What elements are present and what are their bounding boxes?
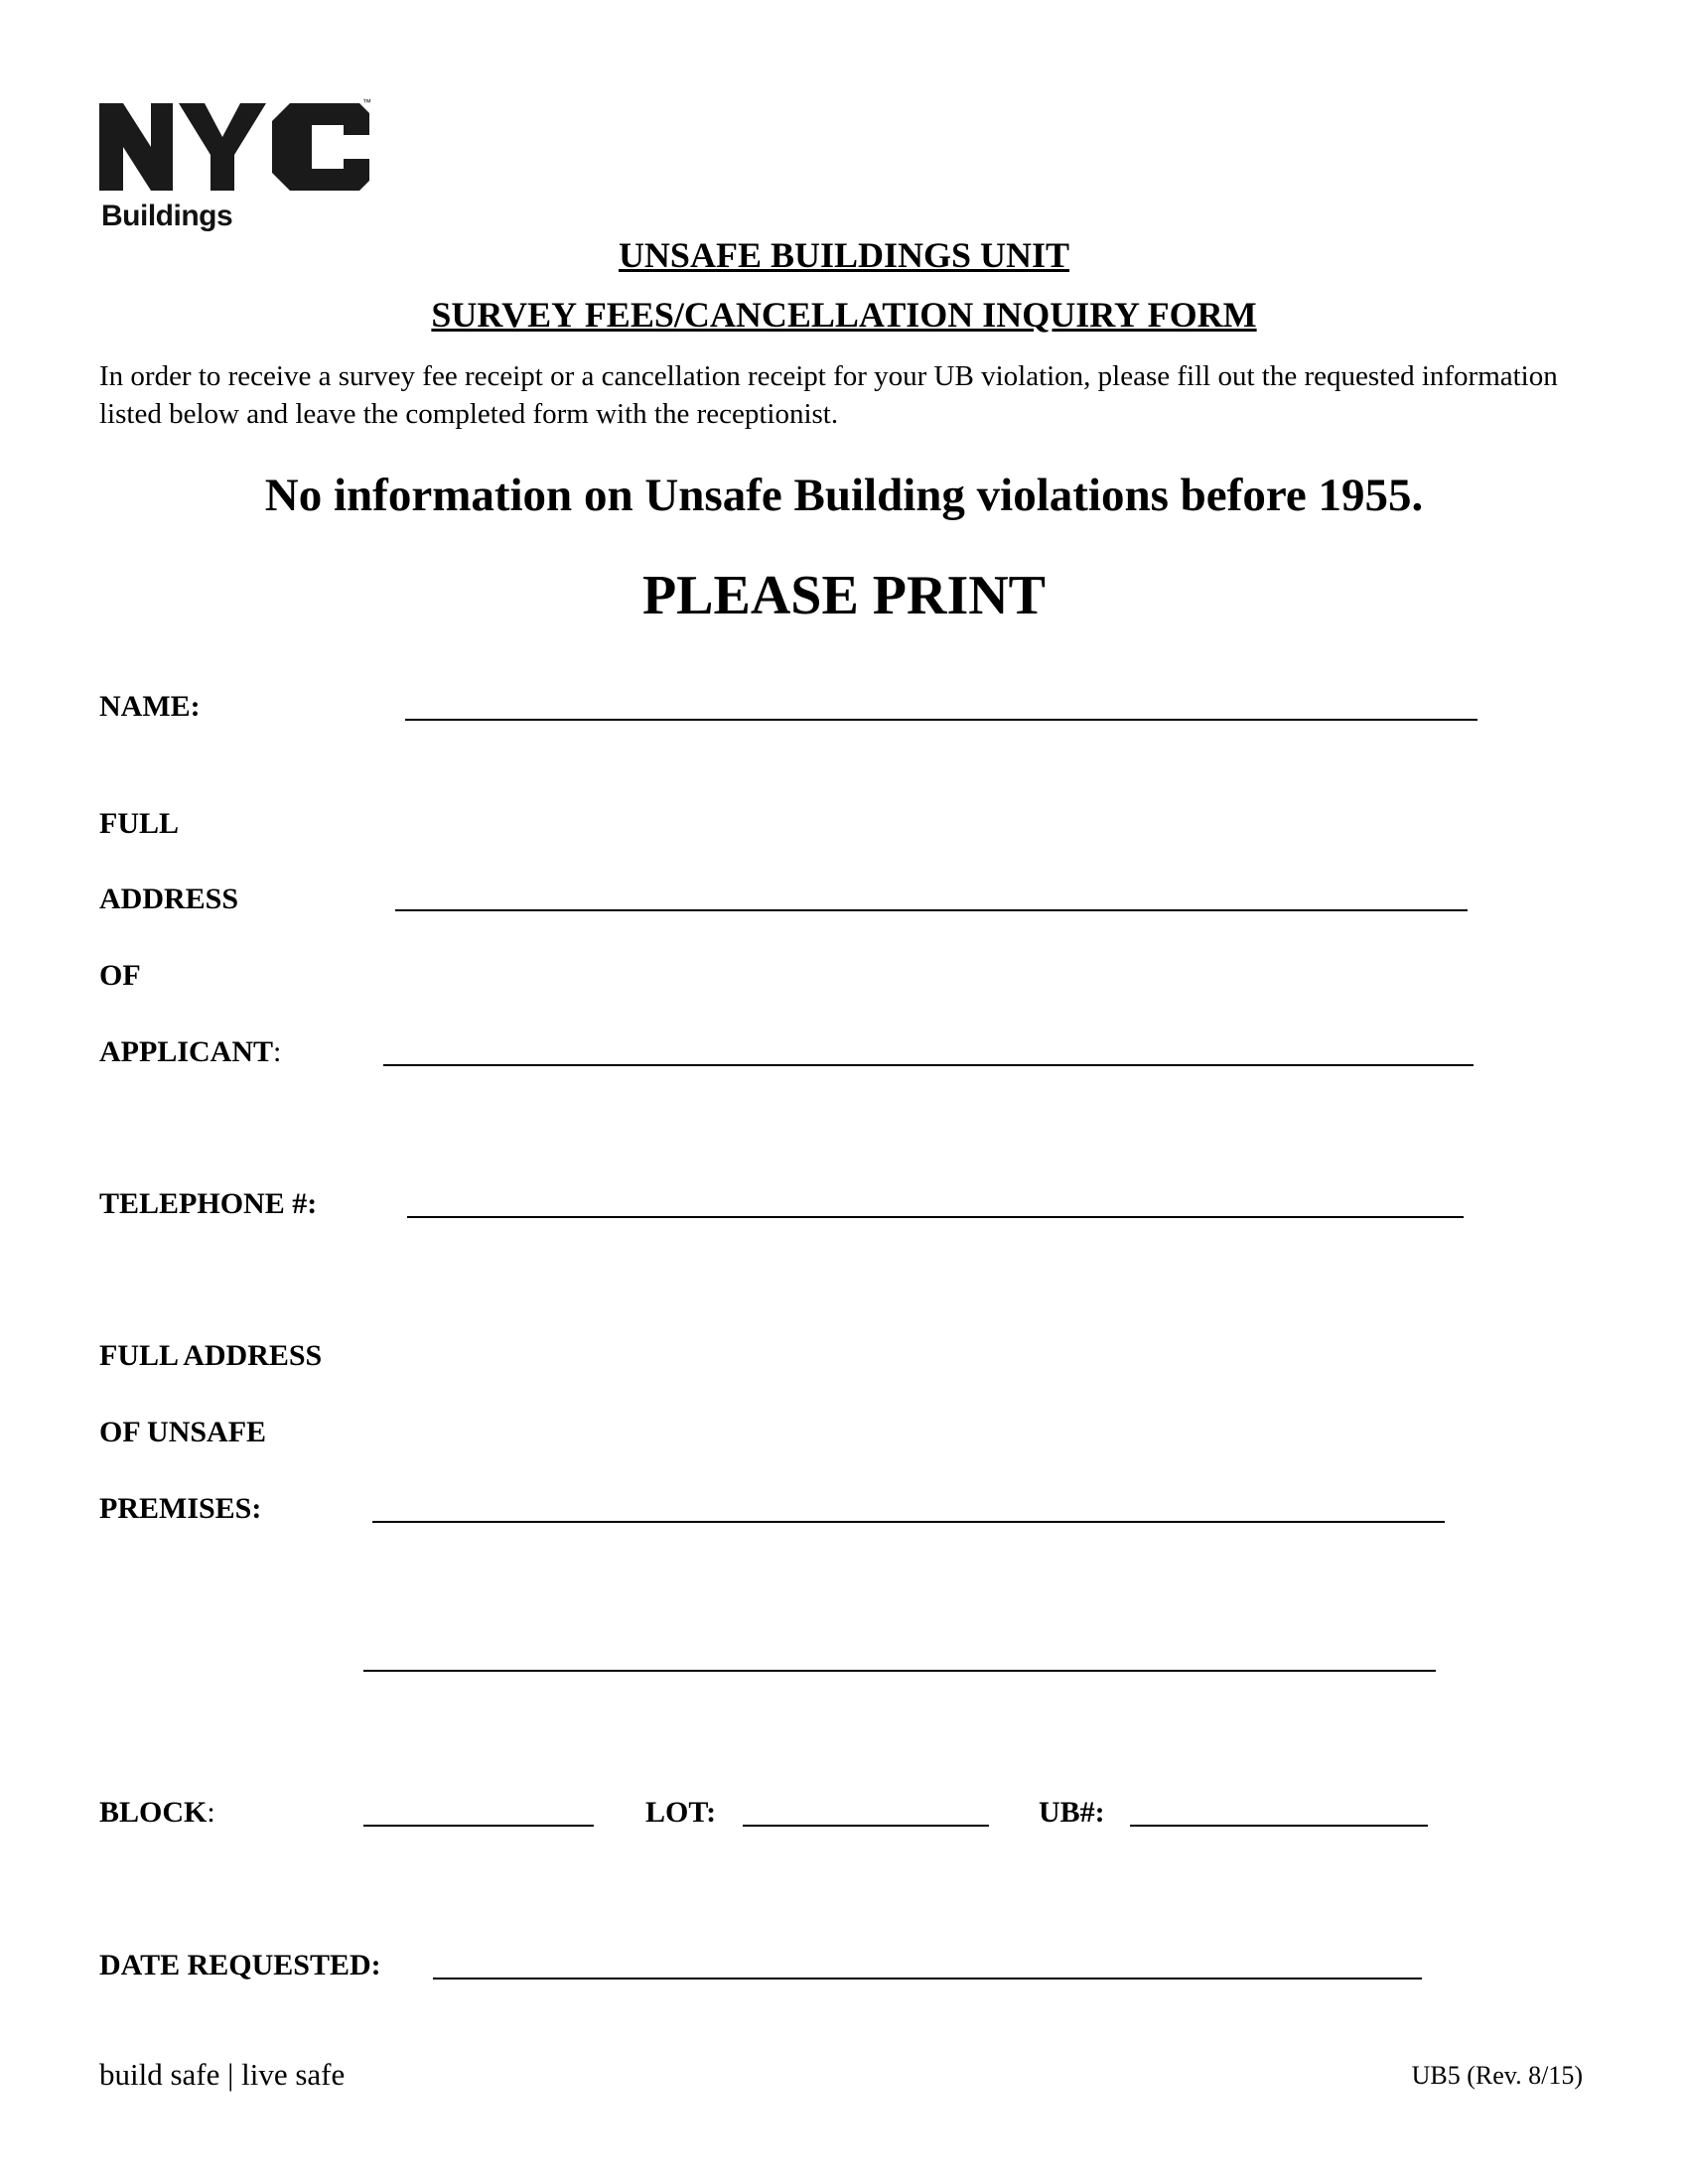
- applicant-address-label-address: ADDRESS: [99, 883, 239, 915]
- ub-number-label: UB#:: [1039, 1796, 1105, 1829]
- footer-form-code: UB5 (Rev. 8/15): [1411, 2061, 1583, 2090]
- nyc-logo-mark: [99, 97, 372, 197]
- applicant-address-line-1[interactable]: [395, 909, 1468, 911]
- applicant-address-line-2[interactable]: [383, 1064, 1474, 1066]
- applicant-address-label-applicant: APPLICANT:: [99, 1035, 282, 1068]
- date-requested-input-line[interactable]: [433, 1978, 1422, 1979]
- telephone-input-line[interactable]: [407, 1216, 1464, 1218]
- date-requested-label: DATE REQUESTED:: [99, 1949, 381, 1981]
- premises-address-line-1[interactable]: [372, 1521, 1445, 1523]
- block-label: BLOCK:: [99, 1796, 215, 1829]
- intro-paragraph: In order to receive a survey fee receipt or a cancellation receipt for your UB violation, please fill out the requested information listed below and leave the completed form with the receptionist.: [99, 360, 1558, 430]
- block-input-line[interactable]: [363, 1825, 594, 1827]
- lot-label: LOT:: [645, 1796, 717, 1829]
- applicant-address-label-of: OF: [99, 959, 141, 992]
- premises-label-full-address: FULL ADDRESS: [99, 1339, 323, 1372]
- name-label: NAME:: [99, 690, 201, 723]
- premises-address-line-2[interactable]: [363, 1670, 1436, 1672]
- logo-subtitle: Buildings: [101, 200, 233, 232]
- notice-heading: No information on Unsafe Building violations before 1955.: [264, 470, 1424, 521]
- footer-tagline: build safe | live safe: [99, 2057, 346, 2092]
- unit-heading: UNSAFE BUILDINGS UNIT: [618, 235, 1070, 275]
- trademark-symbol: ™: [362, 97, 371, 107]
- applicant-address-label-full: FULL: [99, 807, 180, 840]
- lot-input-line[interactable]: [743, 1825, 989, 1827]
- premises-label: PREMISES:: [99, 1492, 262, 1525]
- premises-label-of-unsafe: OF UNSAFE: [99, 1416, 267, 1448]
- nyc-buildings-logo: [99, 97, 377, 231]
- form-title: SURVEY FEES/CANCELLATION INQUIRY FORM: [431, 295, 1257, 335]
- telephone-label: TELEPHONE #:: [99, 1187, 318, 1220]
- please-print-heading: PLEASE PRINT: [641, 565, 1047, 626]
- ub-number-input-line[interactable]: [1130, 1825, 1428, 1827]
- name-input-line[interactable]: [405, 719, 1477, 721]
